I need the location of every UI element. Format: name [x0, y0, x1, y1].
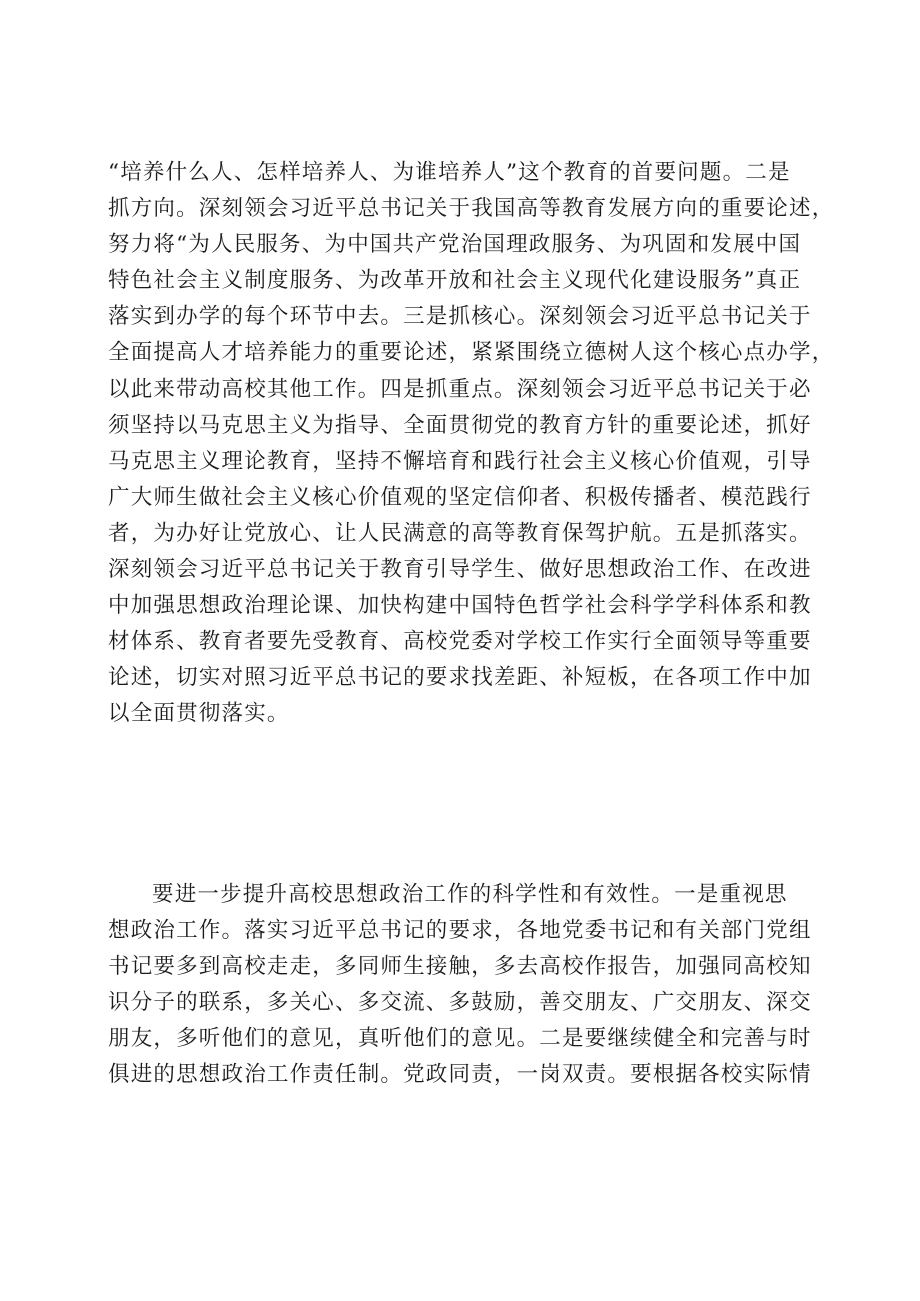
- paragraph-1: [108, 155, 835, 733]
- paragraph-line: 朋友，多听他们的意见，真听他们的意见。二是要继续健全和完善与时: [108, 1026, 812, 1052]
- paragraph-line: 材体系、教育者要先受教育、高校党委对学校工作实行全面领导等重要: [108, 629, 812, 655]
- paragraph-line: 要进一步提升高校思想政治工作的科学性和有效性。一是重视思: [152, 882, 788, 907]
- paragraph-line: 以此来带动高校其他工作。四是抓重点。深刻领会习近平总书记关于必: [108, 376, 812, 402]
- paragraph-line: 者，为办好让党放心、让人民满意的高等教育保驾护航。五是抓落实。: [108, 520, 812, 546]
- paragraph-line: 中加强思想政治理论课、加快构建中国特色哲学社会科学学科体系和教: [108, 593, 812, 619]
- paragraph-line: 俱进的思想政治工作责任制。党政同责，一岗双责。要根据各校实际情: [108, 1062, 812, 1088]
- paragraph-line: 马克思主义理论教育，坚持不懈培育和践行社会主义核心价值观，引导: [108, 448, 812, 474]
- paragraph-line: 全面提高人才培养能力的重要论述，紧紧围绕立德树人这个核心点办学，: [108, 340, 835, 366]
- paragraph-line: 识分子的联系，多关心、多交流、多鼓励，善交朋友、广交朋友、深交: [108, 990, 812, 1016]
- paragraph-line: 论述，切实对照习近平总书记的要求找差距、补短板，在各项工作中加: [108, 665, 812, 691]
- paragraph-line: 深刻领会习近平总书记关于教育引导学生、做好思想政治工作、在改进: [108, 557, 812, 583]
- paragraph-line: “培养什么人、怎样培养人、为谁培养人”这个教育的首要问题。二是: [108, 160, 791, 185]
- paragraph-line: 抓方向。深刻领会习近平总书记关于我国高等教育发展方向的重要论述，: [108, 196, 835, 222]
- paragraph-2: [108, 877, 828, 1094]
- paragraph-line: 特色社会主义制度服务、为改革开放和社会主义现代化建设服务”真正: [108, 268, 802, 294]
- paragraph-line: 落实到办学的每个环节中去。三是抓核心。深刻领会习近平总书记关于: [108, 304, 812, 330]
- paragraph-line: 书记要多到高校走走，多同师生接触，多去高校作报告，加强同高校知: [108, 954, 812, 980]
- paragraph-line: 须坚持以马克思主义为指导、全面贯彻党的教育方针的重要论述，抓好: [108, 412, 812, 438]
- paragraph-line: 广大师生做社会主义核心价值观的坚定信仰者、积极传播者、模范践行: [108, 484, 812, 510]
- paragraph-line: 想政治工作。落实习近平总书记的要求，各地党委书记和有关部门党组: [108, 918, 812, 944]
- paragraph-line: 努力将“为人民服务、为中国共产党治国理政服务、为巩固和发展中国: [108, 232, 802, 258]
- paragraph-line: 以全面贯彻落实。: [108, 701, 290, 727]
